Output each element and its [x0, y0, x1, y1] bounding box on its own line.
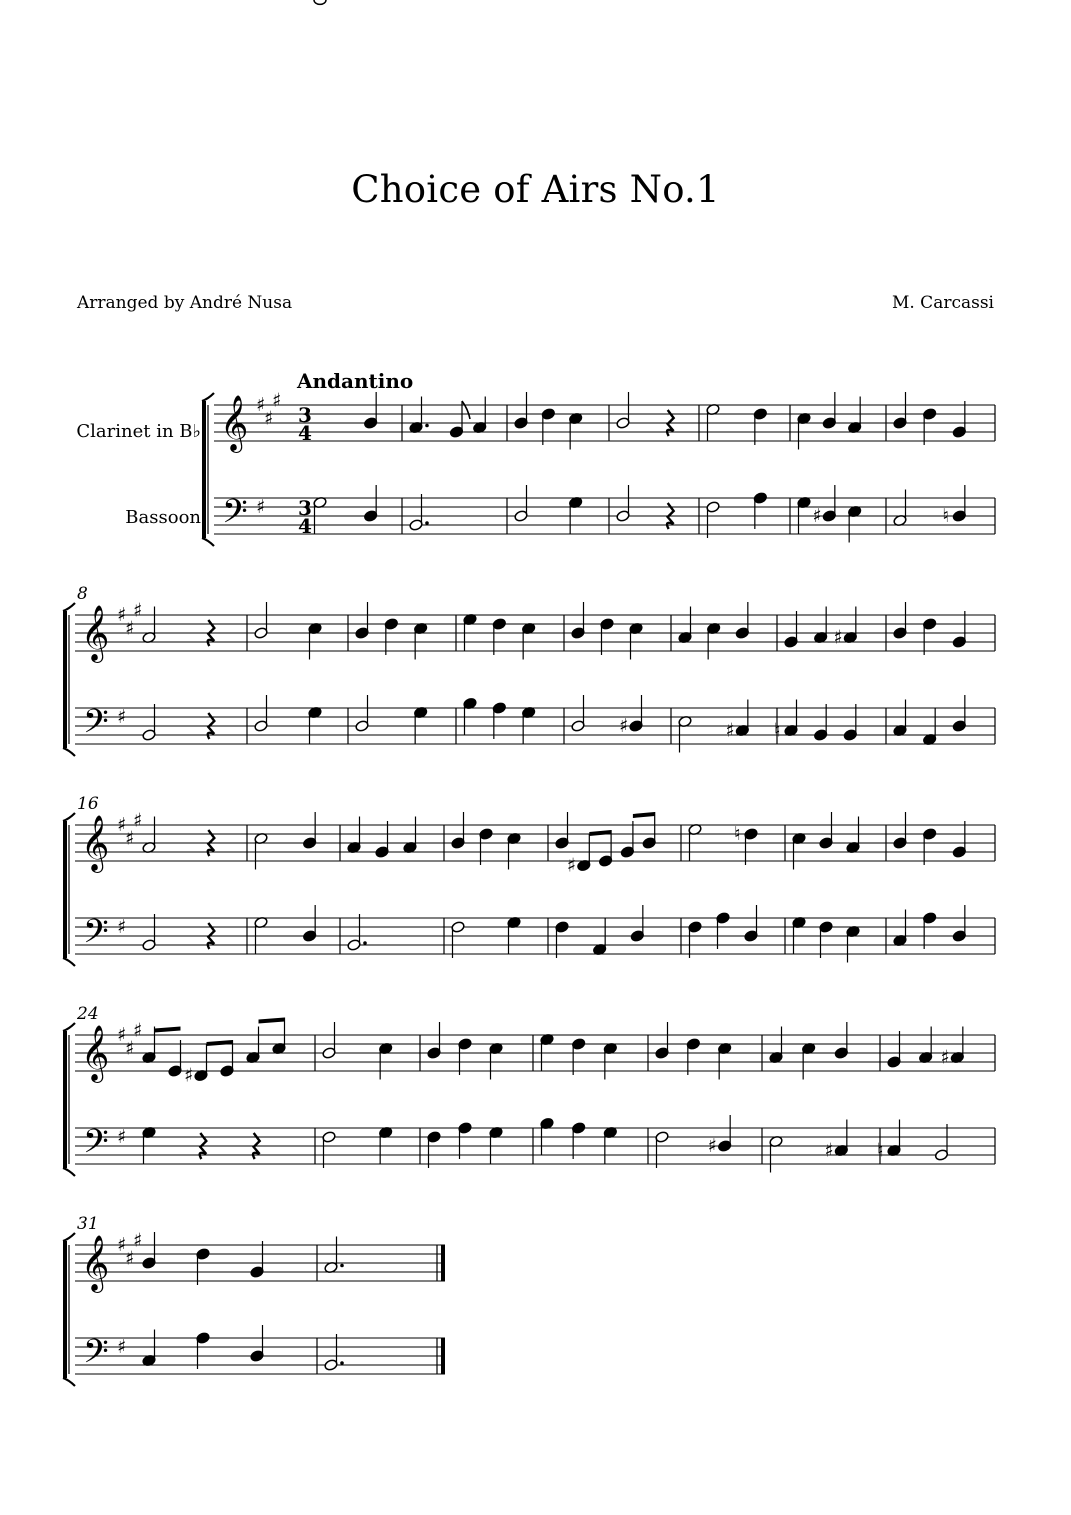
key-signature-sharp: ♯: [117, 706, 127, 728]
instrument-name-clarinet: Clarinet in B♭: [76, 421, 201, 442]
bracket-hook: [63, 958, 75, 966]
accidental: ♯: [824, 1139, 834, 1162]
accidental: ♯: [725, 719, 735, 742]
key-signature-sharp: ♯: [117, 916, 127, 938]
arranger-credit: Arranged by André Nusa: [77, 293, 293, 313]
eighth-flag: [462, 401, 470, 419]
treble-clef-icon: 𝄞: [81, 605, 110, 661]
system-bracket: [63, 611, 67, 748]
bracket-hook: [63, 1378, 75, 1386]
time-signature-top: 3: [298, 496, 312, 520]
notehead: [314, 0, 326, 4]
accidental: ♯: [940, 1046, 950, 1069]
treble-clef-icon: 𝄞: [81, 815, 110, 871]
bass-clef-icon: 𝄢: [83, 913, 109, 959]
system-bracket: [63, 821, 67, 958]
bracket-hook: [63, 748, 75, 756]
key-signature-sharp: ♯: [117, 1024, 127, 1046]
final-barline: [441, 1338, 445, 1374]
score-title: Choice of Airs No.1: [351, 168, 720, 211]
treble-clef-icon: 𝄞: [81, 1235, 110, 1291]
key-signature-sharp: ♯: [125, 1037, 135, 1060]
bracket-hook: [63, 1168, 75, 1176]
system-bracket: [63, 1031, 67, 1168]
dot: [363, 941, 367, 945]
treble-clef-icon: 𝄞: [220, 395, 249, 451]
accidental: ♯: [812, 505, 822, 527]
accidental: ♯: [833, 626, 843, 649]
accidental: ♮: [877, 1139, 884, 1162]
bracket-hook: [202, 538, 214, 546]
accidental: ♮: [734, 823, 741, 845]
system-bracket: [63, 1241, 67, 1378]
dot: [425, 521, 429, 525]
bass-clef-icon: 𝄢: [83, 703, 109, 749]
time-signature-top: 3: [298, 403, 312, 427]
time-signature-bottom: 4: [298, 514, 312, 538]
key-signature-sharp: ♯: [133, 599, 143, 622]
key-signature-sharp: ♯: [264, 407, 274, 430]
composer-credit: M. Carcassi: [891, 293, 994, 313]
key-signature-sharp: ♯: [133, 809, 143, 832]
dot: [340, 1361, 344, 1365]
measure-number: 8: [77, 584, 88, 604]
bracket-hook: [63, 1233, 75, 1241]
key-signature-sharp: ♯: [117, 1126, 127, 1148]
beam: [633, 812, 655, 818]
bass-clef-icon: 𝄢: [222, 493, 248, 539]
bass-clef-icon: 𝄢: [83, 1333, 109, 1379]
measure-number: 16: [77, 794, 99, 814]
system-bracket: [202, 401, 206, 538]
dot: [425, 424, 429, 428]
key-signature-sharp: ♯: [117, 604, 127, 626]
key-signature-sharp: ♯: [125, 827, 135, 850]
accidental: ♮: [942, 505, 950, 527]
bracket-hook: [63, 603, 75, 611]
key-signature-sharp: ♯: [133, 1019, 143, 1042]
final-barline: [441, 1245, 445, 1281]
key-signature-sharp: ♯: [133, 1229, 143, 1252]
measure-number: 31: [77, 1214, 99, 1234]
beam: [155, 1027, 181, 1033]
accidental: ♮: [774, 719, 781, 742]
bracket-hook: [63, 813, 75, 821]
beam: [259, 1018, 285, 1024]
key-signature-sharp: ♯: [117, 1336, 127, 1358]
accidental: ♯: [184, 1064, 194, 1087]
measure-number: 24: [77, 1004, 99, 1024]
bracket-hook: [63, 1023, 75, 1031]
accidental: ♯: [619, 715, 629, 737]
tempo-marking: Andantino: [297, 369, 414, 393]
key-signature-sharp: ♯: [272, 389, 282, 412]
beam: [207, 1040, 233, 1046]
time-signature-bottom: 4: [298, 421, 312, 445]
key-signature-sharp: ♯: [125, 1247, 135, 1270]
beam: [589, 830, 611, 836]
key-signature-sharp: ♯: [256, 394, 266, 416]
accidental: ♯: [566, 854, 577, 877]
key-signature-sharp: ♯: [117, 1234, 127, 1256]
key-signature-sharp: ♯: [125, 617, 135, 640]
treble-clef-icon: 𝄞: [81, 1025, 110, 1081]
bass-clef-icon: 𝄢: [83, 1123, 109, 1169]
key-signature-sharp: ♯: [117, 814, 127, 836]
bracket-hook: [202, 393, 214, 401]
dot: [340, 1264, 344, 1268]
instrument-name-bassoon: Bassoon: [125, 507, 201, 528]
accidental: ♯: [707, 1135, 717, 1157]
key-signature-sharp: ♯: [256, 496, 266, 518]
